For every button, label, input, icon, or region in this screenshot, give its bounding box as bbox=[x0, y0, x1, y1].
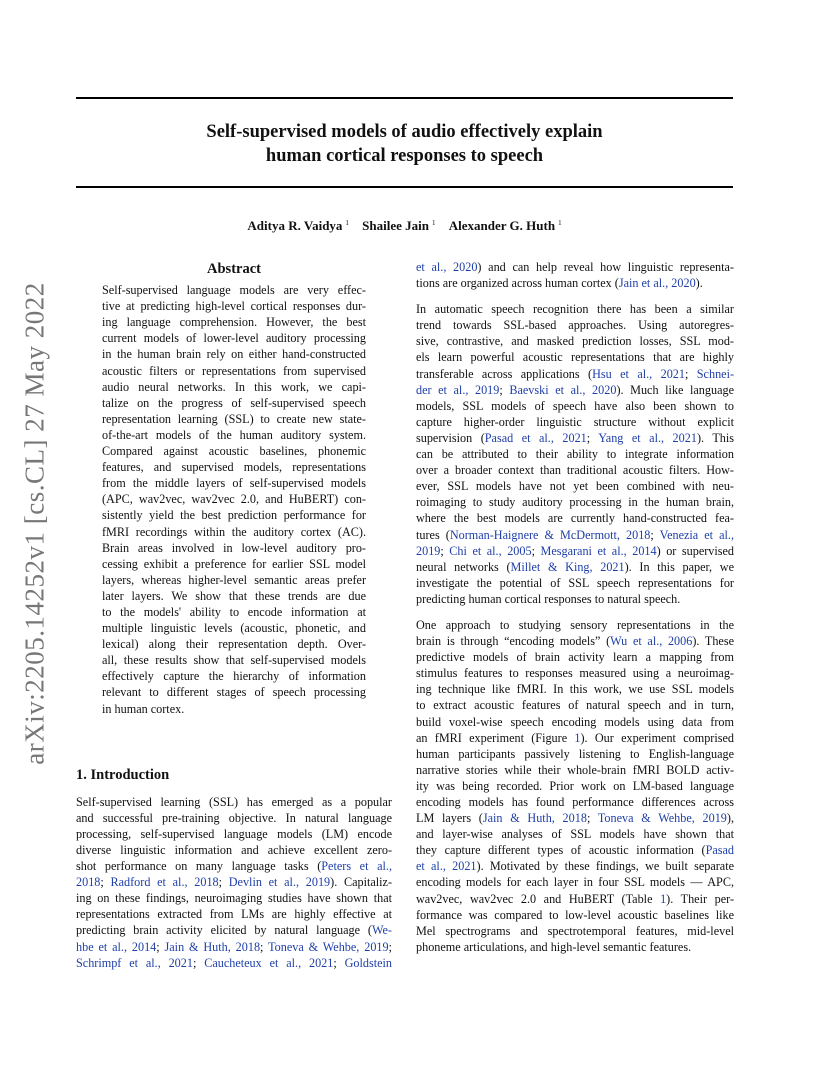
text-run: ; bbox=[650, 527, 660, 542]
text-line bbox=[416, 559, 734, 575]
text-line bbox=[416, 414, 734, 430]
citation-link[interactable]: Pasad et al., 2021 bbox=[484, 430, 587, 445]
text-run: tures ( bbox=[416, 527, 450, 542]
abstract-heading: Abstract bbox=[207, 261, 261, 277]
citation-link[interactable]: Venezia et al., bbox=[659, 527, 735, 542]
text-run: One approach to studying sensory representations in the bbox=[416, 617, 734, 632]
text-run: tions are organized across human cortex ( bbox=[416, 276, 619, 291]
text-line bbox=[76, 874, 392, 890]
text-line: (APC, wav2vec, wav2vec 2.0, and HuBERT) con- bbox=[102, 492, 366, 507]
body-paragraph bbox=[416, 259, 734, 291]
citation-link[interactable]: We- bbox=[372, 923, 392, 938]
text-line bbox=[416, 874, 734, 890]
text-run: ). bbox=[695, 276, 703, 291]
citation-link[interactable]: Toneva & Wehbe, 2019 bbox=[597, 811, 727, 826]
text-line bbox=[416, 478, 734, 494]
text-line: lexical) along their representation depth. Over- bbox=[102, 637, 366, 652]
text-line bbox=[416, 810, 734, 826]
author-list bbox=[76, 215, 733, 234]
text-line bbox=[76, 906, 392, 922]
body-paragraph bbox=[416, 617, 734, 955]
citation-link[interactable]: Radford et al., 2018 bbox=[110, 875, 219, 890]
text-line bbox=[416, 446, 734, 462]
citation-link[interactable]: Chi et al., 2005 bbox=[449, 543, 532, 558]
citation-link[interactable]: Wu et al., 2006 bbox=[610, 634, 693, 649]
text-run: wav2vec, wav2vec 2.0 and HuBERT (Table bbox=[416, 891, 661, 906]
text-run: can be attributed to their ability to integrate information bbox=[416, 447, 734, 462]
text-line: multiple linguistic levels (acoustic, phonetic, and bbox=[102, 621, 366, 636]
text-line: relevant to different stages of speech processing bbox=[102, 685, 366, 700]
text-run: ; bbox=[388, 939, 392, 954]
text-run: Mel spectrograms and spectrotemporal features, mid-level bbox=[416, 923, 734, 938]
text-line bbox=[416, 681, 734, 697]
text-line bbox=[416, 591, 734, 607]
text-run: ). Much like language bbox=[616, 382, 734, 397]
text-line bbox=[416, 382, 734, 398]
text-run: ) or supervised bbox=[656, 543, 735, 558]
text-line: all, these results show that self-supervised models bbox=[102, 653, 366, 668]
text-line bbox=[416, 665, 734, 681]
citation-link[interactable]: Hsu et al., 2021 bbox=[592, 366, 685, 381]
text-run: phoneme articulations, and high-level semantic features. bbox=[416, 939, 692, 954]
citation-link[interactable]: Peters et al., bbox=[321, 859, 392, 874]
text-line: acoustic filters or representations from supervised bbox=[102, 363, 366, 378]
text-run: ; bbox=[499, 382, 510, 397]
text-line bbox=[416, 510, 734, 526]
text-line bbox=[416, 826, 734, 842]
author: Shailee Jain $^1$ bbox=[362, 218, 436, 234]
text-run: representations extracted from LMs are highly effective at bbox=[76, 907, 392, 922]
text-run: LM layers ( bbox=[416, 811, 483, 826]
citation-link[interactable]: Devlin et al., 2019 bbox=[228, 875, 331, 890]
text-run: build voxel-wise speech encoding models using data from bbox=[416, 714, 734, 729]
introduction-heading: 1. Introduction bbox=[76, 766, 170, 783]
introduction-paragraph bbox=[76, 794, 392, 971]
text-line bbox=[416, 494, 734, 510]
text-run: predicting human cortical responses to natural speech. bbox=[416, 591, 681, 606]
author: Aditya R. Vaidya $^1$ bbox=[247, 218, 349, 234]
text-run: investigate the potential of SSL speech representations for bbox=[416, 575, 734, 590]
text-line: sistently yield the best prediction performance for bbox=[102, 508, 366, 523]
citation-link[interactable]: Yang et al., 2021 bbox=[598, 430, 697, 445]
arxiv-identifier-stamp bbox=[15, 281, 55, 765]
citation-link[interactable]: hbe et al., 2014 bbox=[76, 939, 157, 954]
text-run: ). This bbox=[696, 430, 734, 445]
text-run: ; bbox=[260, 939, 269, 954]
text-run: ing technique like fMRI. In this work, we use SSL models bbox=[416, 682, 734, 697]
text-run: ; bbox=[531, 543, 541, 558]
citation-link[interactable]: et al., 2020 bbox=[416, 260, 478, 274]
text-run: ; bbox=[440, 543, 450, 558]
text-run: over a broader context than traditional acoustic filters. How- bbox=[416, 463, 734, 478]
citation-link[interactable]: 2018 bbox=[76, 875, 101, 890]
text-run: In automatic speech recognition there has been a similar bbox=[416, 302, 734, 317]
text-line bbox=[416, 398, 734, 414]
text-line bbox=[416, 543, 734, 559]
text-line: fMRI recordings within the auditory cortex (AC). bbox=[102, 524, 366, 539]
text-run: supervision ( bbox=[416, 430, 485, 445]
citation-link[interactable]: Norman-Haignere & McDermott, 2018 bbox=[449, 527, 651, 542]
text-line bbox=[76, 826, 392, 842]
text-line bbox=[416, 633, 734, 649]
text-run: capture higher-order linguistic structure without explicit bbox=[416, 414, 734, 429]
title-rule-top bbox=[76, 97, 733, 99]
text-line: layers, whereas higher-level semantic areas prefer bbox=[102, 572, 366, 587]
affiliation-mark: 1 bbox=[558, 219, 562, 227]
text-run: processing, self-supervised language models (LM) encode bbox=[76, 826, 392, 841]
text-run: encoding models for each layer in four SSL models — APC, bbox=[416, 875, 734, 890]
left-column bbox=[76, 258, 392, 981]
text-line bbox=[416, 714, 734, 730]
text-line bbox=[416, 891, 734, 907]
text-line: effectively capture the hierarchy of information bbox=[102, 669, 366, 684]
paper-title bbox=[76, 120, 733, 168]
text-line bbox=[416, 907, 734, 923]
title-rule-bottom bbox=[76, 186, 733, 188]
text-line: Self-supervised language models are very effec- bbox=[102, 283, 366, 298]
text-line: ing language comprehension. However, the best bbox=[102, 315, 366, 330]
text-run: transferable across applications ( bbox=[416, 366, 593, 381]
text-run: ; bbox=[685, 366, 697, 381]
citation-link[interactable]: et al., 2021 bbox=[416, 859, 477, 874]
text-line bbox=[416, 858, 734, 874]
text-line bbox=[416, 259, 734, 275]
right-column bbox=[416, 259, 734, 965]
citation-link[interactable]: Jain & Huth, 2018 bbox=[482, 811, 587, 826]
text-run: diverse linguistic information and achieve excellent zero- bbox=[76, 843, 392, 857]
arxiv-identifier-text: arXiv:2205.14252v1 [cs.CL] 27 May 2022 bbox=[19, 281, 50, 765]
text-line bbox=[416, 301, 734, 317]
citation-link[interactable]: Schrimpf et al., 2021 bbox=[76, 955, 193, 970]
text-run: ; bbox=[100, 875, 111, 890]
text-line: in the human brain rely on either hand-constructed bbox=[102, 347, 366, 362]
text-line bbox=[416, 842, 734, 858]
text-line bbox=[76, 890, 392, 906]
text-line: in human cortex. bbox=[102, 701, 185, 716]
text-line bbox=[416, 730, 734, 746]
text-run: trend towards SSL-based approaches. Using autoregres- bbox=[416, 318, 734, 333]
text-run: neural networks ( bbox=[416, 559, 511, 574]
text-line bbox=[416, 575, 734, 591]
citation-link[interactable]: 1 bbox=[660, 891, 667, 906]
text-run: predictive models of brain activity learn a mapping from bbox=[416, 650, 734, 665]
text-line bbox=[416, 275, 734, 291]
text-run: ; bbox=[333, 955, 345, 970]
text-run: an fMRI experiment (Figure bbox=[416, 730, 575, 745]
abstract-body bbox=[102, 282, 366, 717]
text-line: to the models' ability to encode information at bbox=[102, 604, 366, 619]
text-line: cessing exhibit a preference for earlier SSL model bbox=[102, 556, 366, 571]
text-line: features, and supervised models, representations bbox=[102, 460, 366, 475]
text-line: Brain areas involved in low-level auditory pro- bbox=[102, 540, 366, 555]
text-line bbox=[76, 810, 392, 826]
text-line bbox=[416, 923, 734, 939]
text-run: to extract acoustic features of natural speech and in turn, bbox=[416, 698, 734, 713]
text-run: sive, contrastive, and masked prediction losses, SSL mod- bbox=[416, 334, 734, 349]
text-line bbox=[416, 366, 734, 382]
text-run: ; bbox=[192, 955, 205, 970]
text-line: representation learning (SSL) to create new state- bbox=[102, 411, 366, 426]
text-line: from the middle layers of self-supervised models bbox=[102, 476, 366, 491]
citation-link[interactable]: Goldstein bbox=[344, 955, 393, 970]
citation-link[interactable]: 1 bbox=[574, 730, 581, 745]
text-run: shot performance on many language tasks ( bbox=[76, 859, 322, 874]
text-line bbox=[416, 778, 734, 794]
text-line: talize on the progress of self-supervised speech bbox=[102, 395, 366, 410]
text-run: ). Their per- bbox=[666, 891, 735, 906]
title-line-1: Self-supervised models of audio effectively explain bbox=[206, 122, 603, 142]
text-line bbox=[416, 794, 734, 810]
text-line bbox=[416, 649, 734, 665]
citation-link[interactable]: Millet & King, 2021 bbox=[510, 559, 625, 574]
text-run: and successful pre-training objective. In natural language bbox=[76, 810, 392, 825]
text-line bbox=[76, 939, 392, 955]
citation-link[interactable]: Caucheteux et al., 2021 bbox=[204, 955, 334, 970]
text-line: later layers. We show that these trends are due bbox=[102, 588, 366, 603]
citation-link[interactable]: 2019 bbox=[416, 543, 441, 558]
text-line: tive at predicting high-level cortical responses dur- bbox=[102, 299, 366, 314]
text-line bbox=[416, 762, 734, 778]
text-line bbox=[416, 617, 734, 633]
text-run: formance was compared to low-level acoustic baselines like bbox=[416, 907, 734, 922]
text-run: Self-supervised learning (SSL) has emerged as a popular bbox=[76, 794, 392, 809]
text-line: Compared against acoustic baselines, phonemic bbox=[102, 444, 366, 459]
text-line bbox=[416, 333, 734, 349]
affiliation-mark: 1 bbox=[345, 219, 349, 227]
citation-link[interactable]: Jain et al., 2020 bbox=[618, 276, 696, 291]
text-run: ). These bbox=[692, 634, 734, 649]
text-run: stimulus features to responses measured using a neuroimag- bbox=[416, 666, 734, 681]
text-run: roimaging to study auditory processing in the human brain, bbox=[416, 495, 734, 510]
text-run: ; bbox=[586, 811, 598, 826]
text-line bbox=[76, 922, 392, 938]
text-run: ). Our experiment comprised bbox=[580, 730, 734, 745]
body-paragraph bbox=[416, 301, 734, 607]
text-run: ; bbox=[218, 875, 229, 890]
text-line bbox=[416, 939, 734, 955]
text-line bbox=[416, 349, 734, 365]
text-run: encoding models has found performance differences across bbox=[416, 795, 734, 809]
text-line bbox=[416, 462, 734, 478]
text-run: els learn powerful acoustic representations that are highly bbox=[416, 350, 734, 365]
text-run: human participants passively listening to English-language bbox=[416, 746, 734, 761]
text-run: ; bbox=[156, 939, 165, 954]
text-line bbox=[416, 746, 734, 762]
text-run: narrative stories while their whole-brain fMRI BOLD activ- bbox=[416, 762, 734, 777]
text-run: they capture different types of acoustic information ( bbox=[416, 843, 706, 858]
text-run: ) and can help reveal how linguistic representa- bbox=[477, 260, 734, 274]
text-run: ). Capitaliz- bbox=[330, 875, 393, 890]
citation-link[interactable]: Pasad bbox=[705, 843, 734, 858]
text-line bbox=[76, 794, 392, 810]
text-run: ; bbox=[586, 430, 599, 445]
text-run: and layer-wise analyses of SSL models have shown that bbox=[416, 827, 734, 842]
text-run: ing on these findings, neuroimaging studies have shown that bbox=[76, 891, 392, 906]
text-line bbox=[76, 842, 392, 858]
text-line bbox=[76, 858, 392, 874]
text-run: brain is through “encoding models” ( bbox=[416, 634, 611, 649]
author: Alexander G. Huth $^1$ bbox=[448, 218, 562, 234]
text-line bbox=[416, 430, 734, 446]
text-line bbox=[416, 317, 734, 333]
text-line bbox=[76, 955, 392, 971]
text-run: ity was being recorded. Prior work on LM-based language bbox=[416, 778, 734, 793]
citation-link[interactable]: der et al., 2019 bbox=[416, 382, 500, 397]
citation-link[interactable]: Jain & Huth, 2018 bbox=[164, 939, 261, 954]
title-line-2: human cortical responses to speech bbox=[265, 146, 544, 166]
text-run: ever, SSL models have not yet been combined with neu- bbox=[416, 479, 734, 494]
text-run: models, SSL models of speech have also been shown to bbox=[416, 398, 734, 413]
citation-link[interactable]: Toneva & Wehbe, 2019 bbox=[268, 939, 389, 954]
text-line: current models of lower-level auditory processing bbox=[102, 331, 366, 346]
text-run: where the best models are currently hand-constructed fea- bbox=[416, 511, 734, 526]
citation-link[interactable]: Schnei- bbox=[696, 366, 735, 381]
text-line: audio neural networks. In this work, we capi- bbox=[102, 379, 366, 394]
text-line: of-the-art models of the human auditory system. bbox=[102, 427, 366, 442]
text-run: ). In this paper, we bbox=[624, 559, 734, 574]
citation-link[interactable]: Mesgarani et al., 2014 bbox=[540, 543, 657, 558]
text-run: ). Motivated by these findings, we built separate bbox=[476, 859, 734, 874]
text-run: ), bbox=[726, 811, 734, 826]
text-run: predicting brain activity elicited by natural language ( bbox=[76, 923, 372, 938]
text-line bbox=[416, 697, 734, 713]
citation-link[interactable]: Baevski et al., 2020 bbox=[509, 382, 617, 397]
text-line bbox=[416, 527, 734, 543]
affiliation-mark: 1 bbox=[432, 219, 436, 227]
